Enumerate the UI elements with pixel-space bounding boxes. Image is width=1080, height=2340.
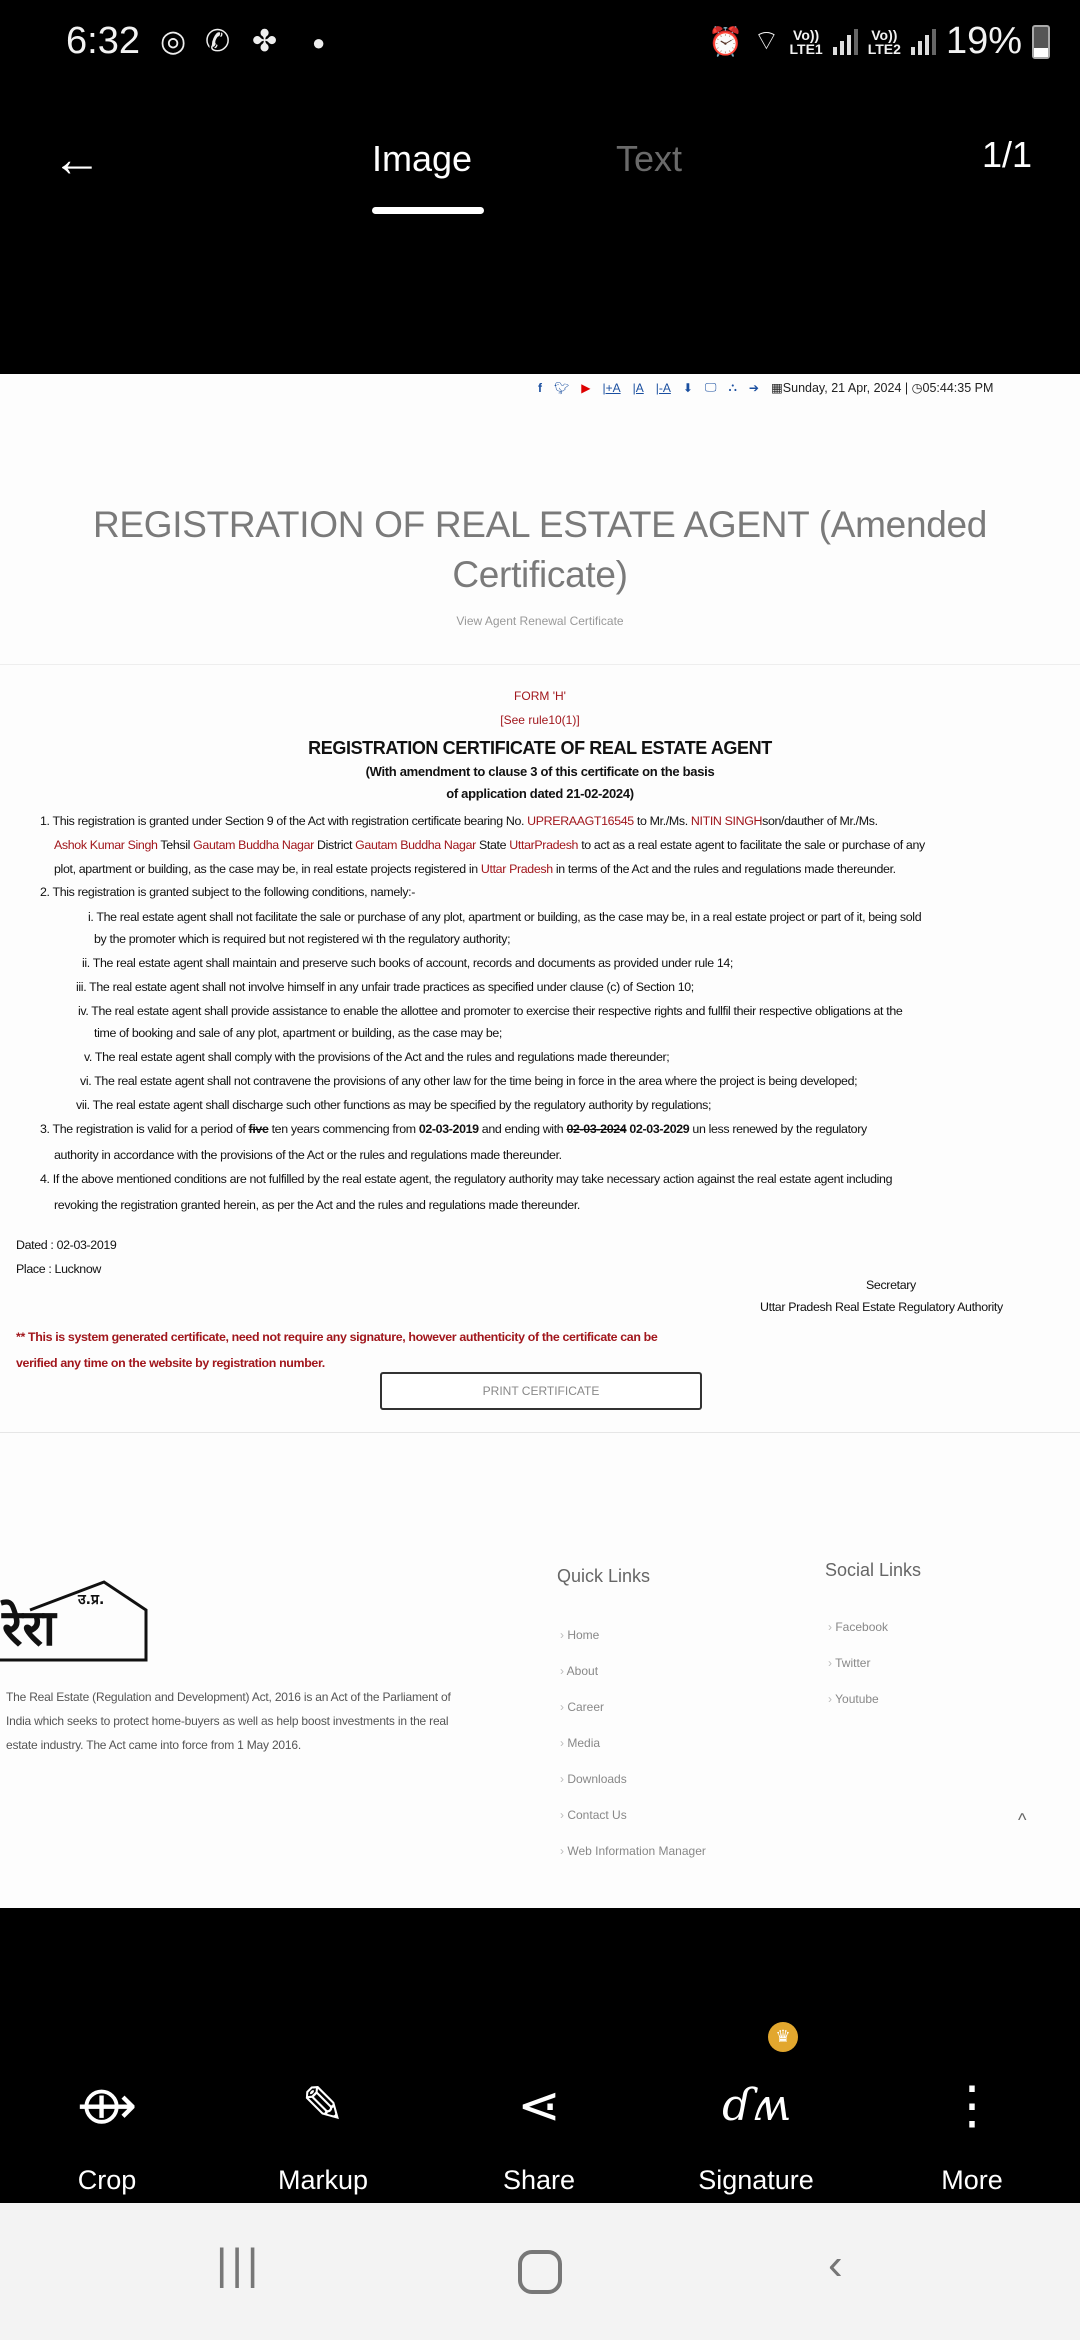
volte-label: Vo)) <box>793 26 820 43</box>
place: Place : Lucknow <box>16 1262 101 1276</box>
text: plot, apartment or building, as the case may be, in real estate projects registered in <box>54 862 481 876</box>
clause-3-cont: authority in accordance with the provisions of the Act or the rules and regulations made thereunder. <box>54 1148 562 1162</box>
active-tab-indicator <box>372 207 484 214</box>
old-period: five <box>248 1122 269 1136</box>
rule-label: [See rule10(1)] <box>500 713 580 727</box>
dated: Dated : 02-03-2019 <box>16 1238 117 1252</box>
share-button[interactable] <box>464 2075 614 2196</box>
footer-link-downloads[interactable]: › Downloads <box>560 1772 627 1786</box>
signatory: Secretary <box>866 1278 916 1292</box>
markup-button[interactable] <box>248 2075 398 2196</box>
volte-label: Vo)) <box>871 26 898 43</box>
signature-button[interactable] <box>681 2075 831 2196</box>
sim1-label: LTE1 <box>789 40 823 57</box>
page-indicator: 1/1 <box>981 134 1032 175</box>
text: to act as a real estate agent to facilitate the sale or purchase of any <box>578 838 925 852</box>
footer-link-career[interactable]: › Career <box>560 1700 604 1714</box>
font-decrease: |-A <box>655 380 671 395</box>
document-image[interactable] <box>0 374 1080 1908</box>
condition-iv-cont: time of booking and sale of any plot, apartment or building, as the case may be; <box>94 1026 502 1040</box>
font-normal: |A <box>632 380 644 395</box>
condition-vi: vi. The real estate agent shall not contravene the provisions of any other law for the time being in force in the area where the project is being developed; <box>80 1074 858 1088</box>
text: to Mr./Ms. <box>633 814 691 828</box>
certificate-title: REGISTRATION CERTIFICATE OF REAL ESTATE AGENT <box>308 738 772 758</box>
clause-4: 4. If the above mentioned conditions are not fulfilled by the real estate agent, the regulatory authority may take necessary action against the real estate agent including <box>40 1172 893 1186</box>
sign-in-icon: ➔ <box>748 380 759 395</box>
premium-crown-icon: ♛ <box>768 2022 798 2052</box>
wifi-icon: ⌔ <box>753 25 780 56</box>
logo-text: रेरा <box>2 1599 56 1657</box>
print-certificate-button[interactable]: PRINT CERTIFICATE <box>380 1372 702 1410</box>
condition-ii: ii. The real estate agent shall maintain and preserve such books of account, records and documents as provided under rule 14; <box>82 956 733 970</box>
battery-percent: 19% <box>945 20 1022 62</box>
agent-name: NITIN SINGH <box>690 814 763 828</box>
sitemap-icon: ⛬ <box>728 380 737 394</box>
fan-icon: ✤ <box>252 25 278 58</box>
text: in terms of the Act and the rules and regulations made thereunder. <box>552 862 896 876</box>
text: son/dauther of Mr./Ms. <box>762 814 878 828</box>
back-nav-icon[interactable]: ‹ <box>828 2240 843 2289</box>
page-title-line-2: Certificate) <box>452 554 628 595</box>
youtube-icon: ▶ <box>581 380 591 395</box>
signature-icon: ɗʍ <box>722 2080 790 2131</box>
father-name: Ashok Kumar Singh <box>54 838 158 852</box>
facebook-icon: f <box>538 380 542 395</box>
home-icon[interactable] <box>518 2250 562 2294</box>
state: Uttar Pradesh <box>480 862 553 876</box>
condition-vii: vii. The real estate agent shall discharge such other functions as may be specified by the regulatory authority by regulations; <box>76 1098 712 1112</box>
footer-about-2: India which seeks to protect home-buyers as well as help boost investments in the real <box>6 1714 449 1728</box>
quick-links-heading: Quick Links <box>557 1566 651 1586</box>
status-time: 6:32 <box>66 20 140 62</box>
text: and ending with <box>478 1122 567 1136</box>
share-icon: ⋖ <box>517 2077 561 2135</box>
share-label: Share <box>502 2165 576 2195</box>
more-label: More <box>941 2165 1003 2195</box>
clause-1-line-2 <box>54 838 925 852</box>
signal-icon <box>911 29 936 55</box>
battery-icon <box>1032 25 1050 59</box>
footer-link-about[interactable]: › About <box>560 1664 598 1678</box>
system-note: ** This is system generated certificate, need not require any signature, however authenticity of the certificate can be <box>16 1330 658 1344</box>
state: UttarPradesh <box>509 838 579 852</box>
calendar-icon: ▦ <box>770 381 783 395</box>
alarm-icon: ⏰ <box>708 26 744 57</box>
clock-icon: ◷ <box>911 381 923 395</box>
crop-icon: ⟴ <box>76 2077 138 2135</box>
twitter-icon: 🐦︎ <box>554 380 570 395</box>
signal-icon <box>833 29 858 55</box>
text: ten years commencing from <box>268 1122 419 1136</box>
certificate-subtitle: (With amendment to clause 3 of this certificate on the basis <box>365 764 715 779</box>
status-bar <box>0 0 1080 90</box>
rera-logo <box>0 1580 150 1664</box>
back-arrow-icon[interactable]: ← <box>52 131 102 187</box>
website-topbar <box>538 380 993 395</box>
markup-pen-icon: ✎ <box>301 2077 345 2135</box>
district: Gautam Buddha Nagar <box>355 838 476 852</box>
text: 1. This registration is granted under Section 9 of the Act with registration certificate bearing No. <box>40 814 528 828</box>
whatsapp-icon: ✆ <box>205 25 231 58</box>
condition-iii: iii. The real estate agent shall not involve himself in any unfair trade practices as specified under clause (c) of Section 10; <box>76 980 694 994</box>
footer-link-contact[interactable]: › Contact Us <box>560 1808 627 1822</box>
clause-1 <box>40 814 878 828</box>
view-renewal-certificate-link[interactable]: View Agent Renewal Certificate <box>456 614 624 628</box>
download-icon: ⬇ <box>682 380 693 395</box>
text: State <box>475 838 510 852</box>
tab-text[interactable]: Text <box>616 138 683 179</box>
authority: Uttar Pradesh Real Estate Regulatory Authority <box>760 1300 1003 1314</box>
logo-subtext: उ.प्र. <box>78 1592 105 1608</box>
old-end-date: 02-03-2024 <box>566 1122 627 1136</box>
condition-v: v. The real estate agent shall comply with the provisions of the Act and the rules and regulations made thereunder; <box>84 1050 670 1064</box>
clause-3 <box>40 1122 867 1136</box>
system-note-2: verified any time on the website by registration number. <box>16 1356 325 1370</box>
tehsil: Gautam Buddha Nagar <box>193 838 314 852</box>
footer-link-home[interactable]: › Home <box>560 1628 599 1642</box>
footer-link-media[interactable]: › Media <box>560 1736 600 1750</box>
scroll-top-chevron-icon[interactable]: ^ <box>1018 1810 1027 1830</box>
chrome-icon: ◎ <box>160 25 187 58</box>
crop-button[interactable] <box>32 2075 182 2196</box>
registration-number: UPRERAAGT16545 <box>527 814 634 828</box>
markup-label: Markup <box>277 2165 369 2195</box>
clause-4-cont: revoking the registration granted herein, as per the Act and the rules and regulations made thereunder. <box>54 1198 581 1212</box>
recent-apps-icon[interactable]: ||| <box>216 2240 263 2289</box>
divider <box>0 1432 1080 1433</box>
footer-about: The Real Estate (Regulation and Development) Act, 2016 is an Act of the Parliament of <box>6 1690 451 1704</box>
sim2-label: LTE2 <box>867 40 901 57</box>
font-increase: |+A <box>602 380 621 395</box>
signature-label: Signature <box>698 2165 814 2195</box>
new-end-date: 02-03-2029 <box>626 1122 690 1136</box>
certificate-subtitle-2: of application dated 21-02-2024) <box>446 786 634 801</box>
condition-i: i. The real estate agent shall not facilitate the sale or purchase of any plot, apartment or building, as the case may be, in a real estate project or part of it, being sold <box>88 910 922 924</box>
tab-image[interactable]: Image <box>372 138 473 179</box>
text: un less renewed by the regulatory <box>689 1122 867 1136</box>
clause-2: 2. This registration is granted subject to the following conditions, namely:- <box>40 885 416 899</box>
footer-link-web-info-manager[interactable]: › Web Information Manager <box>560 1844 706 1858</box>
more-button[interactable] <box>897 2075 1047 2196</box>
condition-iv: iv. The real estate agent shall provide assistance to enable the allottee and promoter to exercise their respective rights and fullfil their respective obligations at the <box>78 1004 903 1018</box>
text: 3. The registration is valid for a period of <box>40 1122 249 1136</box>
divider <box>0 664 1080 665</box>
crop-label: Crop <box>77 2165 137 2195</box>
site-time: 05:44:35 PM <box>922 381 994 395</box>
social-link-youtube[interactable]: › Youtube <box>828 1692 879 1706</box>
more-vertical-icon: ⋮ <box>946 2077 998 2135</box>
text: District <box>313 838 356 852</box>
condition-i-cont: by the promoter which is required but not registered wi th the regulatory authority; <box>94 932 511 946</box>
form-label: FORM 'H' <box>514 689 566 703</box>
start-date: 02-03-2019 <box>418 1122 479 1136</box>
monitor-icon: 🖵 <box>704 380 717 394</box>
social-link-twitter[interactable]: › Twitter <box>828 1656 870 1670</box>
text: Tehsil <box>157 838 194 852</box>
social-link-facebook[interactable]: › Facebook <box>828 1620 888 1634</box>
page-title: REGISTRATION OF REAL ESTATE AGENT (Amended <box>92 504 988 545</box>
site-date: Sunday, 21 Apr, 2024 | <box>782 381 909 395</box>
clause-1-line-3 <box>54 862 896 876</box>
dot-icon: ● <box>312 30 326 55</box>
footer-about-3: estate industry. The Act came into force from 1 May 2016. <box>6 1738 301 1752</box>
social-links-heading: Social Links <box>825 1560 922 1580</box>
